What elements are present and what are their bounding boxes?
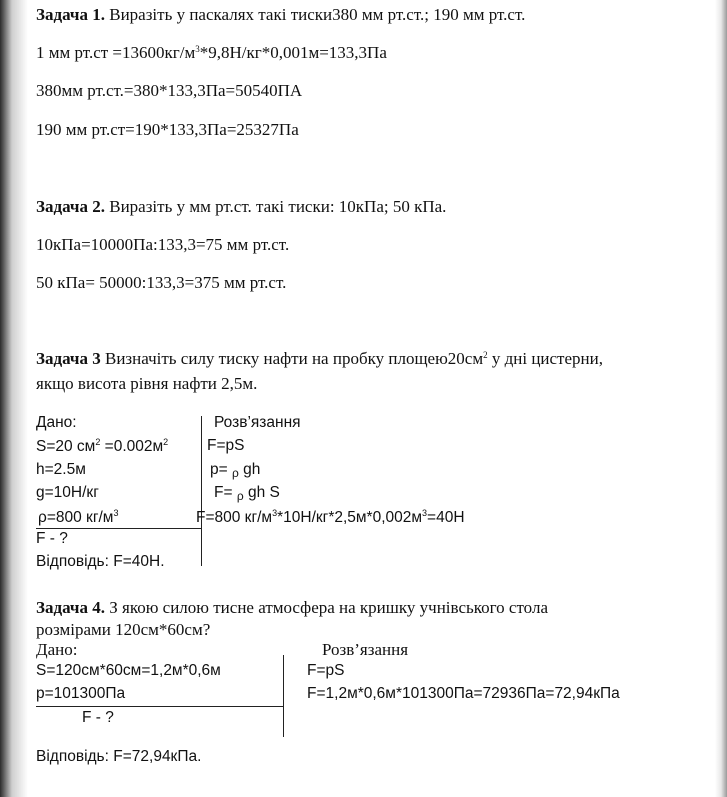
task4-given-label: Дано: [36, 640, 78, 659]
task1-heading [36, 5, 525, 25]
task3-divider-vertical [201, 416, 202, 566]
task4-solution-2: F=1,2м*0,6м*101300Па=72936Па=72,94кПа [307, 685, 620, 702]
task2-statement: Виразіть у мм рт.ст. такі тиски: 10кПа; 50 кПа. [109, 197, 447, 216]
task4-given-2: p=101300Па [36, 685, 126, 702]
task4-statement: З якою силою тисне атмосфера на кришку учнівського стола [109, 598, 548, 617]
task1-line1: 1 мм $рт.ст =13600кг/м^3*9,8Н/кг*0,001м=133,3Па$ [36, 43, 387, 62]
task4-statement-line2: розмірами 120см*60см? [36, 620, 211, 639]
task3-solution-4: F=800 $кг/м^3*10Н/кг*2,5м*0,002м^3=40Н$ [196, 508, 465, 526]
task2-title: Задача 2. [36, 197, 105, 216]
task3-given-g: g=10Н/кг [36, 484, 99, 501]
task3-solution-3: F= ρ gh S [214, 484, 280, 503]
task1-line3: 190 мм рт.ст=190*133,3Па=25327Па [36, 120, 299, 139]
task3-answer: Відповідь: F=40Н. [36, 553, 165, 570]
task3-heading: Задача 3 Визначіть силу тиску нафти на пробку $площею20см^2$ у дні цистерни, [36, 349, 603, 368]
task2-heading [36, 197, 446, 217]
scan-shadow-right [715, 0, 727, 797]
task2-line1: 10кПа=10000Па:133,3=75 мм рт.ст. [36, 235, 290, 254]
task2-line2: 50 кПа= 50000:133,3=375 мм рт.ст. [36, 273, 287, 292]
task4-divider-vertical [283, 655, 284, 737]
task3-given-h: h=2.5м [36, 461, 86, 478]
task4-divider-horizontal [36, 706, 284, 707]
task1-statement: Виразіть у паскалях такі тиски380 мм рт.ст.; 190 мм рт.ст. [109, 5, 526, 24]
task4-solution-1: F=pS [307, 662, 345, 679]
task1-title: Задача 1. [36, 5, 105, 24]
task3-statement-line2: якщо висота рівня нафти 2,5м. [36, 374, 258, 393]
task4-given-1: S=120см*60см=1,2м*0,6м [36, 662, 221, 679]
task1-line2: 380мм рт.ст.=380*133,3Па=50540ПА [36, 81, 303, 100]
task4-solution-label: Розв’язання [322, 640, 409, 659]
task3-given-label: Дано: [36, 414, 77, 431]
scan-shadow-left [0, 0, 34, 797]
task3-solution-1: F=pS [207, 437, 245, 454]
task3-solution-label: Розв’язання [214, 414, 301, 431]
task4-answer: Відповідь: F=72,94кПа. [36, 748, 202, 765]
task3-title: Задача 3 [36, 349, 101, 368]
task3-given-rho: ρ=800 $кг/м^3$ [38, 508, 119, 526]
task3-given-s: S=20 $см^2 =0.002м^2$ [36, 437, 169, 455]
task3-find: F - ? [36, 530, 68, 547]
task4-title: Задача 4. [36, 598, 105, 617]
task4-find: F - ? [82, 709, 114, 726]
task3-solution-2: p= ρ gh [210, 461, 261, 480]
task4-heading [36, 598, 548, 618]
task3-divider-horizontal [36, 528, 202, 529]
